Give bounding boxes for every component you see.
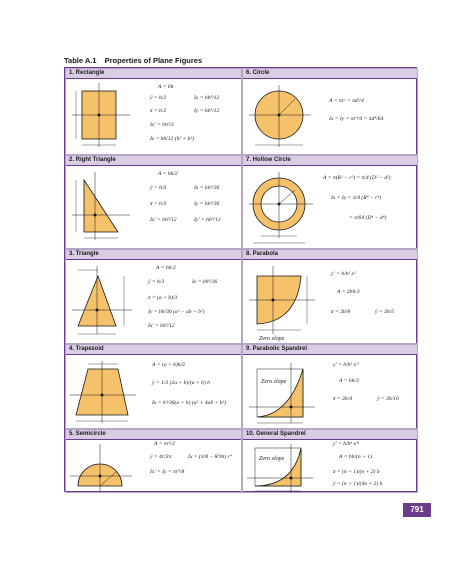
zero-slope-note: Zero slope (259, 336, 285, 342)
right-triangle-formulas (148, 172, 240, 246)
formula: Ix′ = bh³/12 (148, 323, 175, 329)
cell-title: 9. Parabolic Spandrel (243, 345, 417, 355)
cell-semicircle (65, 429, 242, 493)
cell-circle (242, 68, 418, 155)
trapezoid-figure (68, 357, 146, 429)
formula: y′ = h/bⁿ x′ⁿ (333, 441, 360, 447)
parabolic-spandrel-figure (245, 357, 325, 429)
semicircle-formulas (148, 442, 242, 492)
formula: Ix′ = bh³/3 (150, 122, 174, 128)
formula: A = bh/(n + 1) (339, 454, 372, 460)
formula: Ix = (π/8 − 8/9π) r⁴ (188, 454, 232, 460)
formula: y′ = h/b² x² (331, 271, 356, 277)
cell-right-triangle (65, 155, 242, 249)
formula: x̄ = 3b/4 (333, 396, 352, 402)
formula: Ix = Iy = π/4 (R⁴ − r⁴) (331, 195, 382, 201)
formula: A = (a + b)h/2 (152, 362, 185, 368)
formula: A = bh/2 (156, 265, 176, 271)
hollow-circle-formulas (323, 172, 417, 246)
cell-hollow-circle (242, 155, 418, 249)
cell-parabola (242, 249, 418, 344)
formula: x̄ = 3b/8 (331, 309, 350, 315)
semicircle-figure (68, 442, 144, 493)
formula: ȳ = h/3 (148, 279, 165, 285)
formula: x̄ = (n + 1)/(n + 2) b (333, 469, 380, 475)
formula: A = bh (158, 84, 174, 90)
formula: y′ = h/b² x′² (333, 362, 359, 368)
table-caption: Properties of Plane Figures (104, 56, 203, 65)
hollow-circle-figure (245, 168, 325, 248)
parabola-figure (245, 262, 325, 344)
parabola-formulas (327, 266, 417, 342)
cell-trapezoid (65, 344, 242, 429)
formula: Iy = bh/36 (a² − ab + b²) (148, 309, 205, 315)
formula: Ix = bh³/36 (194, 185, 220, 191)
zero-slope-note: Zero slope (259, 456, 285, 462)
formula: Iy′ = hb³/12 (194, 217, 221, 223)
formula: x̄ = (a + b)/3 (148, 295, 178, 301)
cell-parabolic-spandrel (242, 344, 418, 429)
cell-title: 10. General Spandrel (243, 430, 417, 440)
rectangle-formulas (148, 85, 240, 153)
formula: Ix = bh³/12 (194, 95, 220, 101)
parabolic-spandrel-formulas (329, 361, 417, 427)
zero-slope-note: Zero slope (261, 379, 287, 385)
formula: x̄ = b/3 (150, 201, 167, 207)
table-number: Table A.1 (64, 56, 97, 65)
cell-title: 5. Semicircle (66, 430, 241, 440)
formula: Ix′ = bh³/12 (150, 217, 177, 223)
cell-title: 1. Rectangle (66, 69, 241, 79)
formula: A = π(R² − r²) = π/4 (D² − d²) (323, 175, 391, 181)
formula: ȳ = 1/3 (2a + b)/(a + b) h (152, 380, 210, 386)
table-title (64, 56, 202, 65)
formula: ȳ = h/2 (150, 95, 167, 101)
general-spandrel-figure (245, 442, 325, 493)
formula: A = 2bh/3 (337, 289, 360, 295)
cell-title: 8. Parabola (243, 250, 417, 260)
formula: = π/64 (D⁴ − d⁴) (349, 215, 387, 221)
right-triangle-figure (68, 168, 144, 248)
cell-title: 2. Right Triangle (66, 156, 241, 166)
formula: ȳ = 3h/10 (377, 396, 399, 402)
formula: ȳ = 3h/5 (375, 309, 394, 315)
formula: ȳ = 4r/3π (150, 454, 172, 460)
formula: Iy = hb³/36 (194, 201, 220, 207)
circle-formulas (329, 91, 417, 141)
triangle-figure (68, 262, 144, 344)
formula: A = πr² = πd²/4 (329, 98, 364, 104)
circle-figure (245, 81, 321, 153)
cell-title: 7. Hollow Circle (243, 156, 417, 166)
formula: A = πr²/2 (154, 441, 175, 447)
cell-rectangle (65, 68, 242, 155)
general-spandrel-formulas (329, 442, 417, 492)
cell-title: 6. Circle (243, 69, 417, 79)
formula: A = bh/3 (339, 378, 359, 384)
cell-general-spandrel (242, 429, 418, 493)
formula: Ix = bh³/36 (192, 279, 218, 285)
page-number: 791 (403, 503, 431, 517)
formula: ȳ = (n + 1)/(4n + 2) h (333, 481, 383, 487)
trapezoid-formulas (148, 363, 242, 427)
formula: ȳ = h/3 (150, 185, 167, 191)
formula: Ix′ = Iy = πr⁴/8 (150, 469, 185, 475)
rectangle-figure (68, 81, 144, 153)
formula: Ix = h³/36(a + b) (a² + 4ab + b²) (152, 400, 227, 406)
formula: x̄ = b/2 (150, 108, 167, 114)
triangle-formulas (146, 266, 242, 342)
formula: Ix = Iy = πr⁴/4 = πd⁴/64 (329, 116, 384, 122)
cell-triangle (65, 249, 242, 344)
formula: Iz = bh/12 (h² + b²) (150, 136, 194, 142)
cell-title: 4. Trapezoid (66, 345, 241, 355)
cell-title: 3. Triangle (66, 250, 241, 260)
properties-table (64, 67, 417, 492)
formula: A = bh/2 (158, 171, 178, 177)
formula: Iy = hb³/12 (194, 108, 220, 114)
